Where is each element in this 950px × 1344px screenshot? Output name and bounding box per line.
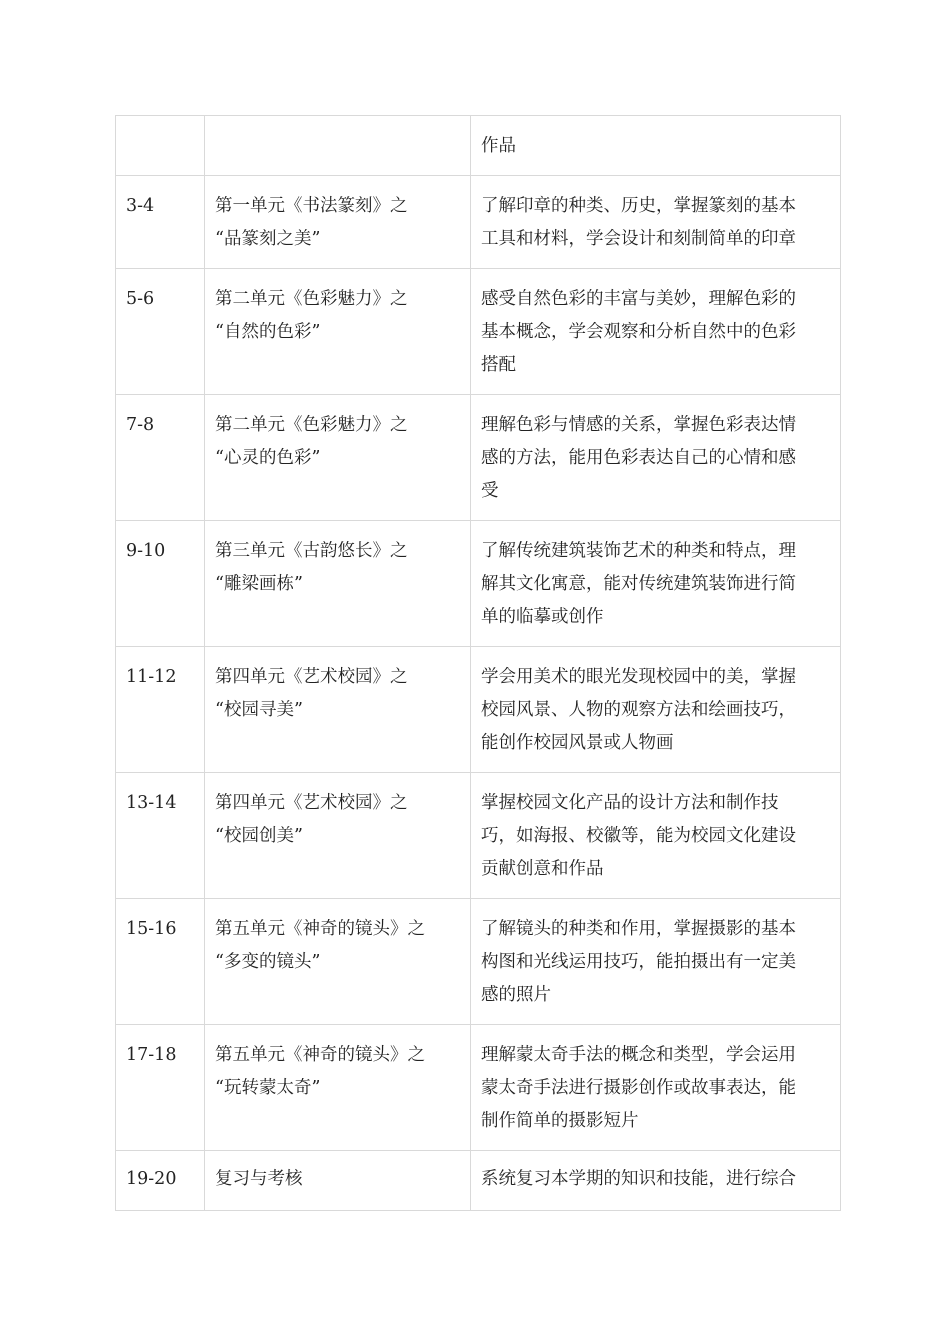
table-row [116,899,841,1025]
goal-cell [471,521,841,647]
course-schedule-table [115,115,841,1211]
week-cell: 15-16 [116,899,205,1025]
topic-cell [205,647,471,773]
topic-line: “玩转蒙太奇” [215,1078,321,1098]
goal-cell [471,773,841,899]
week-cell: 11-12 [116,647,205,773]
topic-cell [205,899,471,1025]
goal-line: 校园风景、人物的观察方法和绘画技巧， [481,700,796,720]
topic-cell [205,1151,471,1211]
topic-line: 第四单元《艺术校园》之 [215,667,408,687]
week-cell: 7-8 [116,395,205,521]
topic-line: “自然的色彩” [215,322,321,342]
topic-line: 第二单元《色彩魅力》之 [215,415,408,435]
goal-cell [471,647,841,773]
week-cell: 17-18 [116,1025,205,1151]
goal-line: 构图和光线运用技巧，能拍摄出有一定美 [481,952,796,972]
topic-line: 第四单元《艺术校园》之 [215,793,408,813]
goal-line: 系统复习本学期的知识和技能，进行综合 [481,1169,796,1189]
goal-line: 解其文化寓意，能对传统建筑装饰进行简 [481,574,796,594]
topic-cell [205,269,471,395]
topic-line: 复习与考核 [215,1169,303,1189]
week-cell [116,116,205,176]
table-row [116,116,841,176]
goal-line: 理解蒙太奇手法的概念和类型，学会运用 [481,1045,796,1065]
goal-line: 制作简单的摄影短片 [481,1111,639,1131]
goal-cell [471,1025,841,1151]
topic-cell [205,773,471,899]
topic-cell [205,395,471,521]
goal-cell [471,1151,841,1211]
topic-cell [205,1025,471,1151]
goal-line: 受 [481,481,499,501]
goal-line: 搭配 [481,355,516,375]
goal-line: 作品 [481,136,516,156]
goal-line: 感的方法，能用色彩表达自己的心情和感 [481,448,796,468]
goal-line: 感受自然色彩的丰富与美妙，理解色彩的 [481,289,796,309]
table-row [116,1025,841,1151]
goal-line: 蒙太奇手法进行摄影创作或故事表达，能 [481,1078,796,1098]
table-row [116,176,841,269]
topic-line: “校园寻美” [215,700,303,720]
topic-line: 第二单元《色彩魅力》之 [215,289,408,309]
goal-line: 能创作校园风景或人物画 [481,733,674,753]
week-cell: 13-14 [116,773,205,899]
goal-line: 掌握校园文化产品的设计方法和制作技 [481,793,779,813]
goal-cell [471,176,841,269]
table-row [116,773,841,899]
goal-line: 贡献创意和作品 [481,859,604,879]
table-row [116,521,841,647]
goal-cell [471,269,841,395]
topic-line: “品篆刻之美” [215,229,321,249]
goal-line: 单的临摹或创作 [481,607,604,627]
goal-line: 巧，如海报、校徽等，能为校园文化建设 [481,826,796,846]
goal-cell [471,395,841,521]
table-row [116,395,841,521]
table-row [116,1151,841,1211]
week-cell: 3-4 [116,176,205,269]
topic-line: 第五单元《神奇的镜头》之 [215,919,425,939]
topic-line: 第五单元《神奇的镜头》之 [215,1045,425,1065]
table-row [116,647,841,773]
week-cell: 5-6 [116,269,205,395]
week-cell: 9-10 [116,521,205,647]
goal-line: 了解印章的种类、历史，掌握篆刻的基本 [481,196,796,216]
topic-cell [205,521,471,647]
topic-line: “雕梁画栋” [215,574,303,594]
goal-line: 理解色彩与情感的关系，掌握色彩表达情 [481,415,796,435]
topic-line: 第三单元《古韵悠长》之 [215,541,408,561]
topic-cell [205,176,471,269]
goal-line: 基本概念，学会观察和分析自然中的色彩 [481,322,796,342]
goal-line: 了解传统建筑装饰艺术的种类和特点，理 [481,541,796,561]
goal-cell [471,116,841,176]
topic-line: “心灵的色彩” [215,448,321,468]
goal-line: 工具和材料，学会设计和刻制简单的印章 [481,229,796,249]
topic-line: “校园创美” [215,826,303,846]
table-row [116,269,841,395]
goal-line: 感的照片 [481,985,551,1005]
goal-line: 学会用美术的眼光发现校园中的美，掌握 [481,667,796,687]
goal-line: 了解镜头的种类和作用，掌握摄影的基本 [481,919,796,939]
goal-cell [471,899,841,1025]
topic-line: 第一单元《书法篆刻》之 [215,196,408,216]
topic-line: “多变的镜头” [215,952,321,972]
week-cell: 19-20 [116,1151,205,1211]
topic-cell [205,116,471,176]
